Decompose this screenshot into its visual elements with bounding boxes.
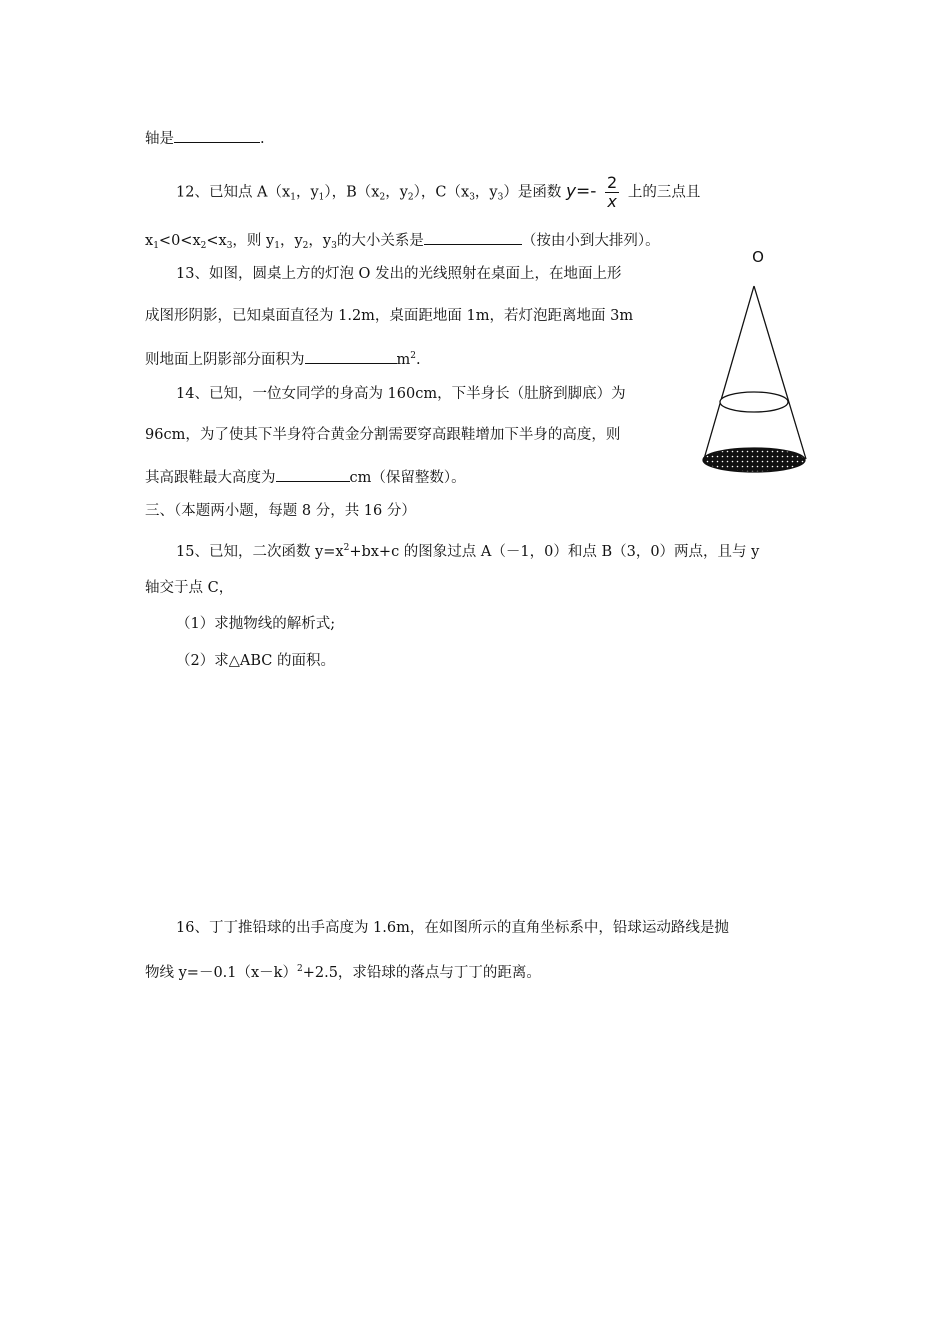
q15-part1: （1）求抛物线的解析式; (176, 616, 336, 632)
q16-line2: 物线 $y=-0.1(x-k)^2+2.5$，求铅球的落点与丁丁的距离。 (145, 964, 541, 981)
answer-blank[interactable] (305, 348, 397, 364)
section-3-heading: 三、（本题两小题，每题 8 分，共 16 分） (145, 503, 416, 519)
ground-shadow-ellipse (703, 448, 805, 472)
q15-line1: 15、已知，二次函数 $y=x^2+bx+c$ 的图象过点 A（－1，0）和点 B（3，0）两点，且与 y (176, 543, 760, 560)
answer-blank[interactable] (424, 229, 522, 245)
light-ray-right (754, 286, 806, 459)
q16-line1: 16、丁丁推铅球的出手高度为 1.6m，在如图所示的直角坐标系中，铅球运动路线是抛 (176, 920, 729, 936)
q15-line2: 轴交于点 C， (145, 580, 234, 596)
q13-line1: 13、如图，圆桌上方的灯泡 O 发出的光线照射在桌面上，在地面上形 (176, 266, 622, 282)
answer-blank[interactable] (276, 466, 350, 482)
cone-light-diagram (690, 244, 820, 484)
q14-line3: 其高跟鞋最大高度为 cm（保留整数）。 (145, 466, 466, 488)
q13-line2: 成图形阴影，已知桌面直径为 1.2m，桌面距地面 1m，若灯泡距离地面 3m (145, 308, 634, 324)
light-bulb-label: O (752, 248, 764, 266)
q14-line1: 14、已知，一位女同学的身高为 160cm，下半身长（肚脐到脚底）为 (176, 386, 626, 402)
function-variable-y: y (565, 181, 577, 202)
answer-blank[interactable] (174, 127, 260, 143)
q13-line3: 则地面上阴影部分面积为 $m^2$. (145, 346, 421, 370)
q11-continuation: 轴是 . (145, 127, 265, 149)
q14-line2: 96cm，为了使其下半身符合黄金分割需要穿高跟鞋增加下半身的高度，则 (145, 427, 621, 443)
q15-part2: （2）求△ABC 的面积。 (176, 653, 335, 669)
light-ray-left (704, 286, 754, 459)
fraction: $\frac{2}{x}$ (607, 173, 618, 211)
table-top-ellipse (720, 392, 788, 412)
q12-line2: $x_1<0<x_2<x_3$，则 $y_1$，$y_2$，$y_3$的大小关系是 （按由小到大排列）。 (145, 229, 660, 256)
q12-line1: 12、已知点 $A(x_1$，$y_1$），$B(x_2$，$y_2$），$C(x_3$，$y_3$）是函数 y=- $\frac{2}{x}$ 上的三点且 (176, 173, 701, 211)
